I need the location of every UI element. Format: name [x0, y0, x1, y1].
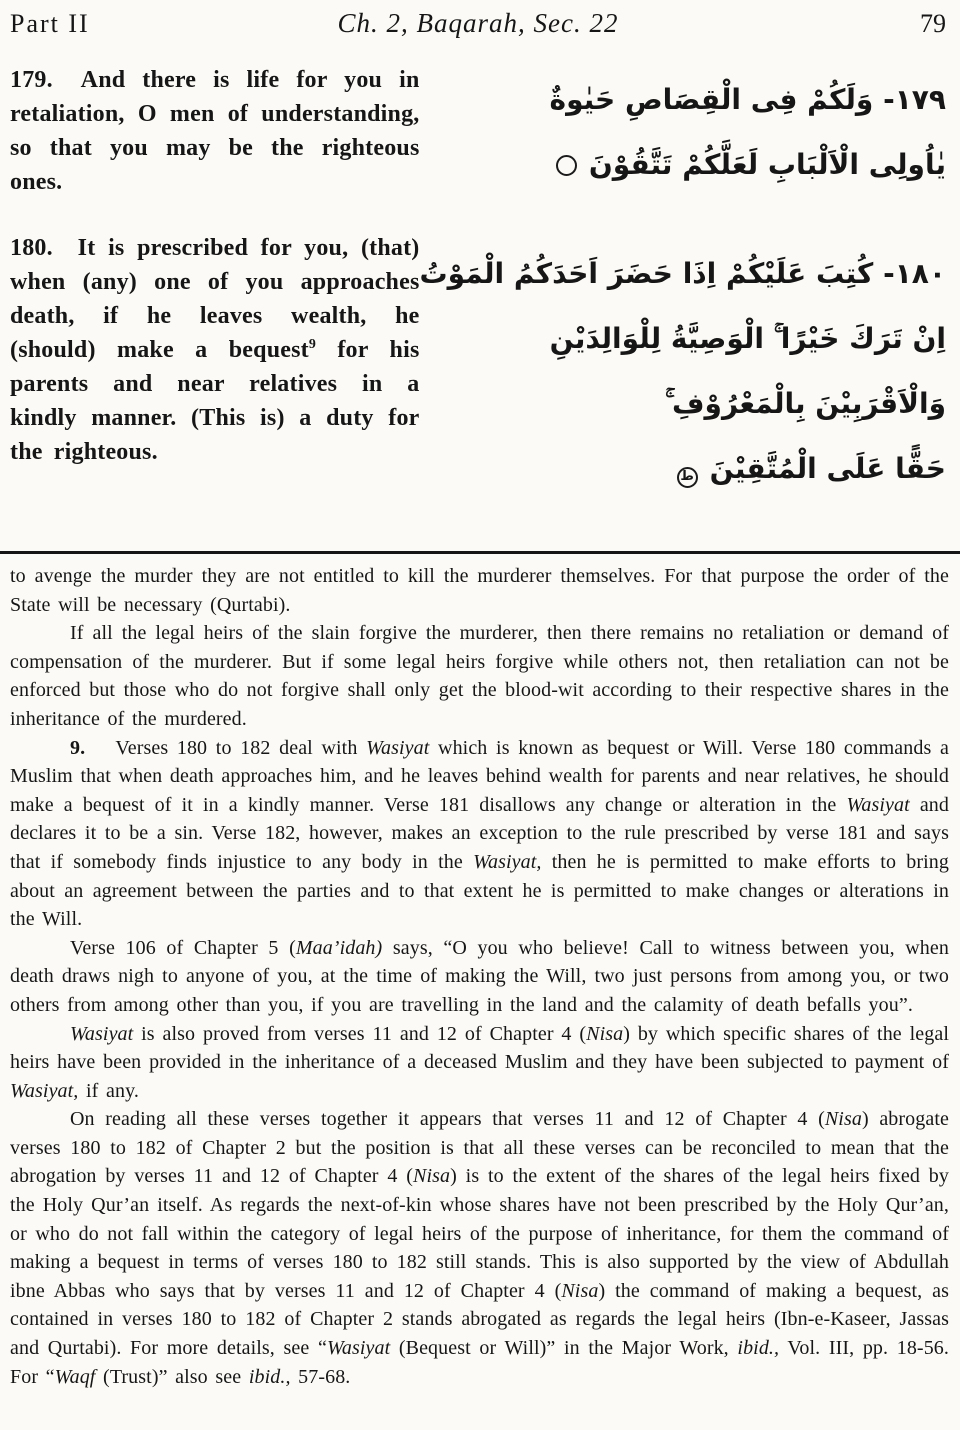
arabic-column — [420, 63, 953, 545]
arabic-verse-line — [420, 67, 947, 132]
ayah-end-marker — [556, 155, 577, 176]
text-run: Wasiyat — [70, 1022, 134, 1045]
text-run: Maa’idah) — [295, 936, 383, 959]
part-label: Part II — [10, 9, 90, 38]
text-run: Verse 106 of Chapter 5 ( — [70, 936, 296, 959]
ayah-end-marker: ط — [677, 467, 698, 488]
text-run: Wasiyat — [366, 736, 430, 759]
text-run: ibid., — [737, 1337, 780, 1360]
text-run: then he is permitted to make efforts to bring about an agreement between the parties and to that extent he is permitted to make changes or alterations in the Will. — [10, 850, 949, 931]
text-run: ) is to the extent of the shares of the legal heirs fixed by the Holy Qur’an itself. As regards the next-of-kin whose shares have not been prescribed by the Holy Qur’an, or who do not fall within the category of legal heirs of the purpose of inheritance, for them the command of making a bequest in terms of verses 180 to 182 still stands. This is also supported by the view of Abdullah ibne Abbas who says that by verses 11 and 12 of Chapter 4 ( — [10, 1165, 949, 1302]
text-run: ) by which specific shares of the legal heirs have been provided in the inheritance of a deceased Muslim and they have been subjected to payment of — [10, 1022, 949, 1074]
text-run: if any. — [78, 1079, 140, 1102]
arabic-text: ١٧٩- وَلَكُمْ فِى الْقِصَاصِ حَيٰوةٌ — [549, 83, 946, 116]
verse-180-translation — [10, 231, 420, 469]
text-run: Wasiyat — [846, 793, 910, 816]
text-run: Nisa — [586, 1022, 624, 1045]
text-run: 179. And there is life for you in retaliation, O men of understanding, so that you may be the righteous ones. — [10, 67, 420, 195]
chapter-title: Ch. 2, Baqarah, Sec. 22 — [337, 8, 619, 38]
text-run: to avenge the murder they are not entitled to kill the murderer themselves. For that purpose the order of the State will be necessary (Qurtabi). — [10, 565, 949, 616]
commentary-paragraph — [10, 619, 949, 733]
text-run: (Bequest or Will)” in the Major Work, — [390, 1337, 738, 1360]
arabic-text: حَقًّا عَلَى الْمُتَّقِيْنَ — [709, 452, 946, 485]
text-run: 57-68. — [290, 1365, 351, 1388]
text-run: 180. It is prescribed for you, (that) when (any) one of you approaches death, if he leaves wealth, he (should) make a bequest — [10, 235, 420, 363]
text-run: which is known as bequest or Will. Verse 180 commands a Muslim that when death approaches him, and he leaves behind wealth for parents and near relatives, he should make a bequest of it in a kindly manner. Verse 181 disallows any change or alteration in the — [10, 736, 949, 816]
commentary-paragraph — [10, 562, 949, 619]
commentary-paragraph — [10, 934, 949, 1020]
text-run: says, “O you who believe! Call to witness between you, when death draws nigh to anyone of you, at the time of making the Will, two just persons from among you, or two others from among other than you, if you are travelling in the land and the calamity of death befalls you”. — [10, 936, 949, 1016]
text-run: Nisa — [561, 1279, 599, 1302]
arabic-text: وَالْاَقْرَبِيْنَ بِالْمَعْرُوْفِ ۚ — [665, 387, 946, 420]
translation-column — [10, 63, 420, 545]
text-run: is also proved from verses 11 and 12 of Chapter 4 ( — [133, 1022, 587, 1045]
text-run: (Trust)” also see — [95, 1365, 249, 1388]
page-number: 79 — [920, 9, 946, 38]
verse-180-arabic — [420, 241, 947, 501]
text-run: Verses 180 to 182 deal with — [85, 736, 367, 759]
text-run: Vol. III, pp. 18-56. For “ — [10, 1337, 949, 1388]
arabic-verse-line — [420, 371, 947, 436]
text-run: ) abrogate verses 180 to 182 of Chapter 2 but the position is that all these verses can be reconciled to mean that the abrogation by verses 11 and 12 of Chapter 4 ( — [10, 1108, 949, 1188]
verse-179-arabic — [420, 67, 947, 197]
text-run: Nisa — [824, 1108, 862, 1131]
text-run: 9 — [308, 337, 316, 352]
commentary-section — [0, 554, 960, 1391]
commentary-paragraph — [10, 734, 949, 934]
arabic-text: ١٨٠- كُتِبَ عَلَيْكُمْ اِذَا حَضَرَ اَحَدَكُمُ الْمَوْتُ — [419, 257, 946, 290]
page-header — [0, 0, 960, 39]
arabic-verse-line — [420, 241, 947, 306]
text-run: ibid., — [248, 1365, 291, 1388]
arabic-verse-line — [420, 306, 947, 371]
verse-179-translation — [10, 63, 420, 199]
text-run: On reading all these verses together it appears that verses 11 and 12 of Chapter 4 ( — [70, 1108, 825, 1131]
text-run: Wasiyat — [326, 1337, 391, 1360]
text-run: Nisa — [413, 1165, 451, 1188]
text-run: Wasiyat, — [473, 850, 542, 873]
verse-section — [0, 39, 960, 545]
text-run: ) the command of making a bequest, as contained in verses 180 to 182 of Chapter 2 stands abrogated as regards the legal heirs (Ibn-e-Kaseer, Jassas and Qurtabi). For more details, see “ — [10, 1279, 949, 1360]
arabic-text: يٰاُولِى الْاَلْبَابِ لَعَلَّكُمْ تَتَّقُوْنَ — [588, 148, 946, 181]
text-run: for his parents and near relatives in a kindly manner. (This is) a duty for the righteous. — [10, 337, 420, 465]
arabic-verse-line — [420, 436, 947, 501]
text-run: Wasiyat, — [10, 1079, 79, 1102]
text-run: 9. — [70, 736, 86, 759]
arabic-text: اِنْ تَرَكَ خَيْرًا ۚ الْوَصِيَّةُ لِلْوَالِدَيْنِ — [549, 322, 946, 355]
text-run: and declares it to be a sin. Verse 182, however, makes an exception to the rule prescribed by verse 181 and says that if somebody finds injustice to any body in the — [10, 793, 949, 873]
text-run: Waqf — [54, 1365, 96, 1388]
commentary-paragraph — [10, 1105, 949, 1391]
arabic-verse-line — [420, 132, 947, 197]
commentary-paragraph — [10, 1020, 949, 1106]
text-run: If all the legal heirs of the slain forgive the murderer, then there remains no retaliation or demand of compensation of the murderer. But if some legal heirs forgive while others not, then retaliation can not be enforced but those who do not forgive shall only get the blood-wit according to their respective shares in the inheritance of the murdered. — [10, 622, 949, 730]
